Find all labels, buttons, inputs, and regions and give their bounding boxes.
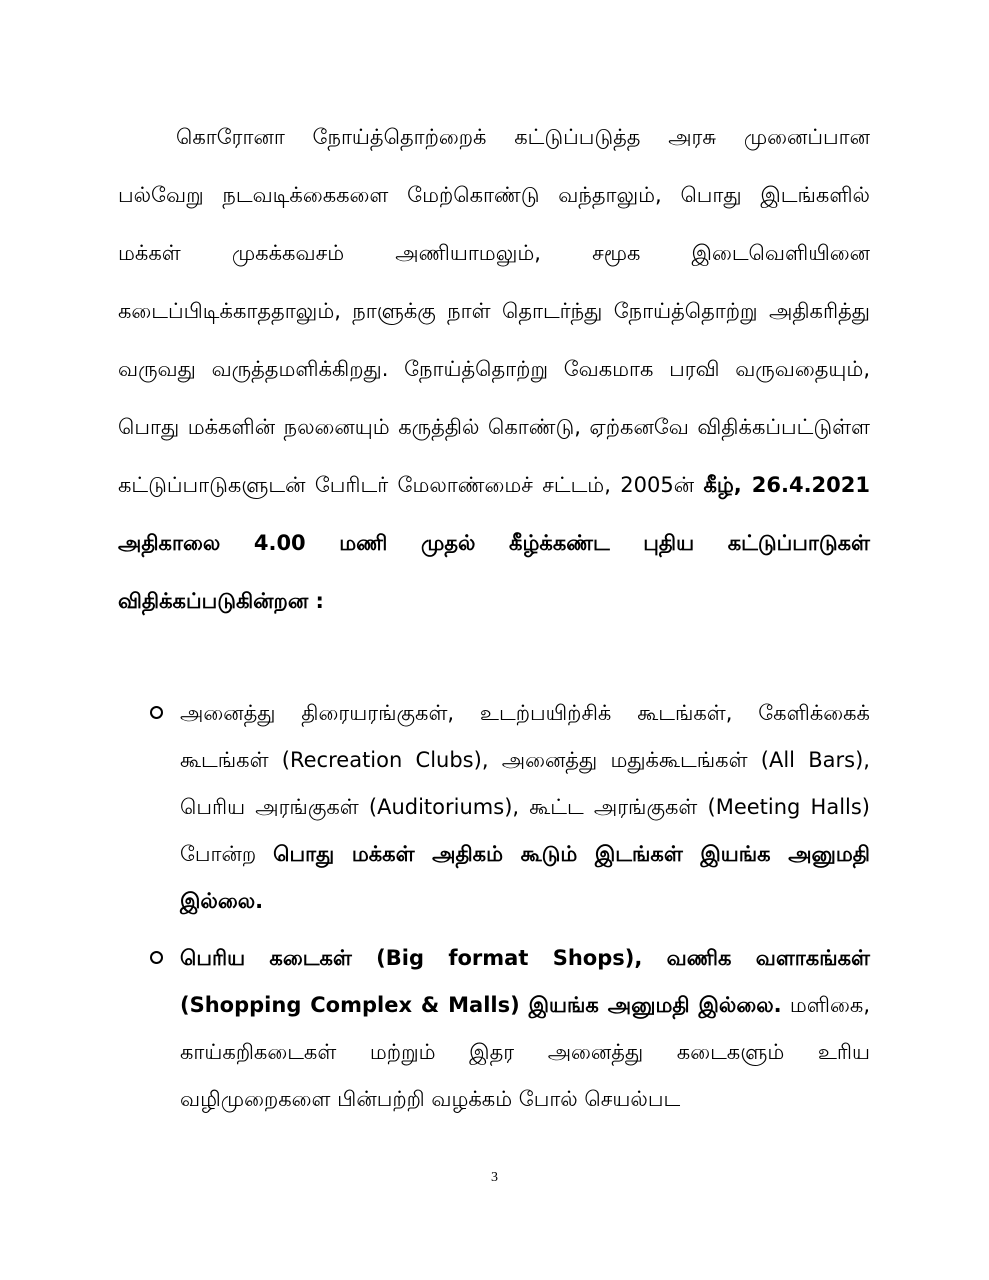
circle-bullet-icon (150, 706, 163, 719)
restriction-1-text: அனைத்து திரையரங்குகள், உடற்பயிற்சிக் கூடங்கள், கேளிக்கைக் கூடங்கள் (Recreation Clubs), அனைத்து மதுக்கூடங்கள் (All Bars), பெரிய அரங்குகள் (Auditoriums), கூட்ட அரங்குகள் (Meeting Halls) போன்ற (180, 701, 870, 866)
intro-text: கொரோனா நோய்த்தொற்றைக் கட்டுப்படுத்த அரசு முனைப்பான பல்வேறு நடவடிக்கைகளை மேற்கொண்டு வந்தாலும், பொது இடங்களில் மக்கள் முகக்கவசம் அணியாமலும், சமூக இடைவெளியினை கடைப்பிடிக்காததாலும், நாளுக்கு நாள் தொடர்ந்து நோய்த்தொற்று அதிகரித்து வருவது வருத்தமளிக்கிறது. நோய்த்தொற்று வேகமாக பரவி வருவதையும், பொது மக்களின் நலனையும் கருத்தில் கொண்டு, ஏற்கனவே விதிக்கப்பட்டுள்ள கட்டுப்பாடுகளுடன் பேரிடர் மேலாண்மைச் சட்டம், 2005ன் (118, 125, 870, 497)
restriction-2-text: மளிகை, காய்கறிகடைகள் மற்றும் இதர அனைத்து கடைகளும் உரிய வழிமுறைகளை பின்பற்றி வழக்கம் போல் செயல்பட (180, 993, 870, 1111)
circle-bullet-icon (150, 951, 163, 964)
intro-paragraph (118, 108, 870, 630)
page-number: 3 (491, 1170, 498, 1185)
intro-bold-text: கீழ், 26.4.2021 அதிகாலை 4.00 மணி முதல் கீழ்க்கண்ட புதிய கட்டுப்பாடுகள் விதிக்கப்படுகின்றன : (118, 473, 870, 613)
restrictions-list (150, 690, 870, 1123)
restriction-item-2 (150, 935, 870, 1123)
restriction-1-bold-text: பொது மக்கள் அதிகம் கூடும் இடங்கள் இயங்க அனுமதி இல்லை. (180, 842, 870, 913)
restriction-item-1 (150, 690, 870, 925)
restriction-2-bold-text: பெரிய கடைகள் (Big format Shops), வணிக வளாகங்கள் (Shopping Complex & Malls) இயங்க அனுமதி இல்லை. (180, 946, 870, 1017)
